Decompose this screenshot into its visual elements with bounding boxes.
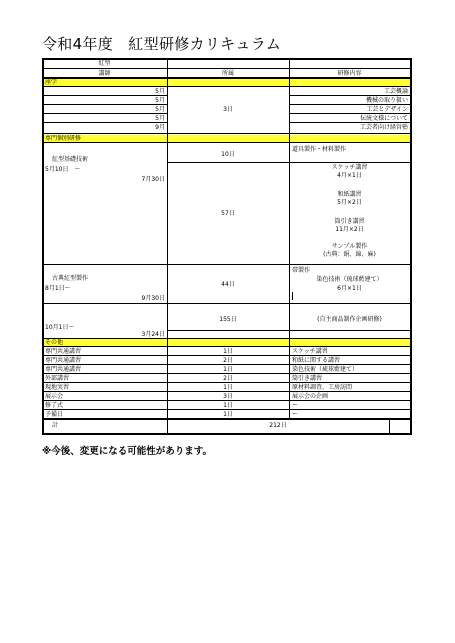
sonota-days-8: 1日 [223,411,233,418]
block1-start: 5月10日 ～ [45,166,81,173]
section-label-zagaku: 座学 [45,79,58,86]
row-rule [42,86,412,87]
zagaku-month-5: 9月 [155,124,165,131]
sonota-label-2: 専門共通講習 [45,357,82,364]
caption-rule [42,68,412,69]
row-rule [42,355,412,356]
col-divider-2 [289,58,290,419]
block1-content-b-4: 和紙講習 [337,191,362,198]
zagaku-content-5: 工芸者向け経営塾 [359,124,408,131]
zagaku-content-1: 工芸概論 [383,88,408,95]
sonota-label-4: 外部講習 [45,375,70,382]
row-rule [42,391,412,392]
block3-content: (自主商品制作企画研修) [317,316,382,323]
block2-content-3: 6月×1日 [337,285,362,292]
section-label-sonota: その他 [45,339,64,346]
row-rule [42,264,412,265]
zagaku-month-4: 5月 [155,115,165,122]
total-divider-right [389,419,390,434]
sonota-content-1: スケッチ講習 [292,348,328,355]
zagaku-content-2: 機械の取り扱い [365,97,408,104]
row-rule [289,95,412,96]
sonota-content-8: ー [292,411,299,418]
sonota-days-5: 1日 [223,384,233,391]
sonota-label-5: 現地実習 [45,384,70,391]
row-rule [42,104,167,105]
total-divider-left [167,419,168,434]
block1-end: 7月30日 [141,176,165,183]
sonota-label-6: 展示会 [45,393,64,400]
block2-content-1: 帯製作 [292,267,311,274]
sonota-days-3: 1日 [223,366,233,373]
section-band-zagaku [42,79,412,86]
row-rule [289,113,412,114]
block2-content-2: 染色技術（琉球藍建て） [316,276,383,283]
zagaku-content-4: 伝統文様について [360,115,408,122]
header-rule [42,77,412,79]
curriculum-table [42,58,412,435]
row-rule [42,409,412,410]
block1-content-b-2: 4月×1日 [337,172,362,179]
header-instructor: 講師 [98,70,111,77]
sonota-label-7: 修了式 [45,402,64,409]
sonota-content-3: 染色技術（琉球藍建て） [292,366,359,373]
sonota-content-2: 和紙に関する講習 [292,357,341,364]
row-rule [42,113,167,114]
zagaku-month-2: 5月 [155,97,165,104]
sonota-days-6: 3日 [223,393,233,400]
block2-title: 古典紅型製作 [52,275,89,282]
sonota-label-8: 予備日 [45,411,64,418]
total-label: 計 [52,422,59,429]
zagaku-days: 3日 [223,106,233,113]
row-rule [42,346,412,347]
block1-content-b-8: 11月×2日 [335,226,364,233]
sonota-content-5: 原材料調査、工房訪問 [292,384,353,391]
block2-start: 8月1日～ [45,285,71,292]
header-content: 研修内容 [337,70,362,77]
row-rule [42,133,412,134]
block1-content-a: 道具製作・材料製作 [292,146,347,153]
block3-days: 155日 [219,316,237,323]
header-days: 所属 [221,70,234,77]
sonota-label-3: 専門共通講習 [45,366,82,373]
block1-content-b-10: サンプル製作 [331,243,368,250]
zagaku-month-3: 5月 [155,106,165,113]
row-rule [42,364,412,365]
row-rule [42,142,412,143]
block3-end: 3月24日 [141,331,165,338]
block2-days: 44日 [221,281,235,288]
block1-title: 紅型基礎技術 [52,156,89,163]
block1-days-b: 57日 [221,210,235,217]
table-border-bottom [42,433,412,435]
row-rule [289,122,412,123]
row-rule [42,373,412,374]
sonota-label-1: 専門共通講習 [45,348,82,355]
row-rule [42,382,412,383]
zagaku-month-1: 5月 [155,88,165,95]
row-rule [42,95,167,96]
col-divider-1 [167,58,168,419]
sonota-content-7: ー [292,402,299,409]
footnote: ※今後、変更になる可能性があります。 [42,446,212,457]
section-label-senmon: 専門個別研修 [45,135,82,142]
page-title: 令和4年度 紅型研修カリキュラム [42,35,282,53]
caption-cell: 紅型 [98,60,111,67]
block1-days-a: 10日 [221,151,235,158]
block1-content-b-7: 筒引き講習 [334,218,365,225]
cell-mark [292,292,293,300]
row-rule [42,418,412,420]
table-border-right [410,58,412,435]
sonota-days-2: 2日 [223,357,233,364]
section-band-senmon [42,135,412,142]
total-days: 212日 [269,422,287,429]
block3-start: 10月1日～ [45,324,75,331]
section-band-sonota [42,339,412,346]
row-rule [42,122,167,123]
sonota-days-1: 1日 [223,348,233,355]
block1-content-b-1: スケッチ講習 [331,164,368,171]
sonota-content-4: 筒引き講習 [292,375,323,382]
sonota-content-6: 展示会の企画 [292,393,329,400]
block1-content-b-11: (古典：絹、綿、麻) [323,251,376,258]
row-rule [42,400,412,401]
row-rule [42,338,412,339]
block2-end: 9月30日 [141,295,165,302]
row-rule [289,104,412,105]
row-rule [42,303,412,304]
sonota-days-7: 1日 [223,402,233,409]
zagaku-content-3: 工芸とデザイン [366,106,408,113]
sonota-days-4: 2日 [223,375,233,382]
block1-content-b-5: 5月×2日 [337,199,362,206]
